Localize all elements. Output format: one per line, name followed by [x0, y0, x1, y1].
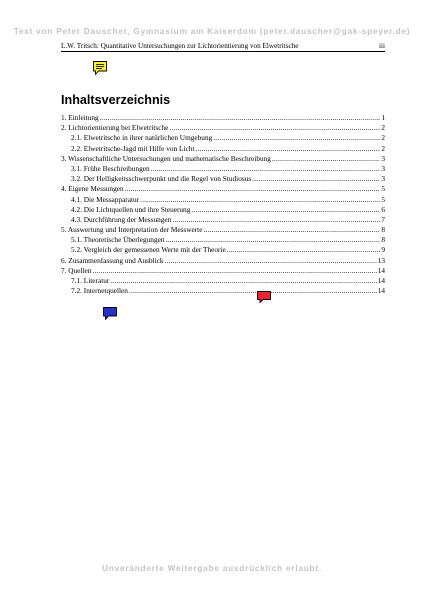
toc-entry-page: 3 [381, 174, 385, 184]
toc-entry[interactable] [61, 256, 385, 266]
toc-leader-dots [165, 235, 380, 245]
toc-leader-dots [92, 266, 376, 276]
toc-entry[interactable] [61, 133, 385, 143]
toc-leader-dots [203, 225, 380, 235]
toc-leader-dots [129, 286, 377, 296]
toc-leader-dots [172, 215, 380, 225]
header-page-number: iii [379, 42, 385, 50]
toc-entry-title: 5. Auswertung und Interpretation der Messwerte [61, 225, 203, 235]
toc-entry-page: 2 [381, 143, 385, 153]
toc-entry-page: 14 [377, 265, 385, 275]
toc-entry-title: 7. Quellen [61, 265, 92, 275]
toc-entry-title: 6. Zusammenfassung und Ausblick [61, 255, 164, 265]
blue-comment-icon[interactable] [102, 306, 118, 321]
top-watermark: Text von Peter Dauscher, Gymnasium am Kaiserdom (peter.dauscher@gak-speyer.de) [13, 26, 411, 36]
toc-entry[interactable] [61, 215, 385, 225]
toc-leader-dots [110, 276, 376, 286]
toc-entry[interactable] [61, 205, 385, 215]
toc-entry-page: 14 [377, 286, 385, 296]
toc-leader-dots [169, 123, 380, 133]
toc-leader-dots [140, 195, 380, 205]
toc-entry-page: 1 [381, 113, 385, 122]
toc-entry-title: 2.1. Elwetritsche in ihrer natürlichen Umgebung [71, 133, 213, 143]
running-header [61, 41, 385, 52]
toc-entry-title: 3.2. Der Helligkeitsschwerpunkt und die Regel von Studiosus [71, 174, 252, 184]
comment-bubble [94, 62, 107, 75]
toc-entry[interactable] [61, 154, 385, 164]
toc-entry-title: 2.2. Elwetritsche-Jagd mit Hilfe von Licht [71, 143, 195, 153]
toc-entry-title: 4. Eigene Messungen [61, 184, 124, 194]
toc-entry[interactable] [61, 184, 385, 194]
toc-entry[interactable] [61, 245, 385, 255]
toc-leader-dots [227, 245, 381, 255]
red-comment-icon[interactable] [256, 290, 272, 304]
toc-entry-page: 6 [381, 204, 385, 214]
comment-bubble [258, 292, 271, 303]
toc-entry-page: 7 [381, 214, 385, 224]
toc-entry-title: 7.2. Internetquellen [71, 286, 128, 296]
toc-leader-dots [165, 256, 377, 266]
toc-entry-title: 7.1. Literatur [71, 276, 110, 285]
toc-entry-title: 2. Lichtorientierung bei Elwetritsche [61, 123, 169, 133]
toc-entry[interactable] [61, 123, 385, 133]
toc-entry-page: 2 [381, 123, 385, 133]
toc-entry-title: 5.2. Vergleich der gemessenen Werte mit der Theorie [71, 245, 226, 255]
toc-entry-page: 5 [381, 194, 385, 204]
table-of-contents [61, 113, 385, 296]
header-title: L.W. Tritsch: Quantitative Untersuchungen zur Lichtorientierung von Elwetritsche [61, 42, 299, 50]
toc-entry-title: 4.1. Die Messapparatur [71, 194, 140, 204]
yellow-comment-icon[interactable] [92, 60, 108, 76]
toc-entry-page: 8 [381, 225, 385, 235]
toc-leader-dots [213, 133, 380, 143]
toc-entry-title: 4.3. Durchführung der Messungen [71, 214, 172, 224]
toc-entry[interactable] [61, 113, 385, 123]
toc-leader-dots [191, 205, 380, 215]
toc-entry-title: 3. Wissenschaftliche Untersuchungen und mathematische Beschreibung [61, 153, 271, 163]
toc-entry-page: 8 [381, 235, 385, 245]
toc-entry-page: 2 [381, 133, 385, 143]
toc-entry-page: 3 [381, 163, 385, 173]
toc-entry-page: 5 [381, 184, 385, 194]
toc-leader-dots [100, 113, 381, 123]
toc-entry-page: 9 [381, 245, 385, 255]
toc-entry-page: 13 [377, 255, 385, 265]
toc-entry[interactable] [61, 286, 385, 296]
toc-leader-dots [195, 144, 380, 154]
toc-entry-page: 3 [381, 153, 385, 163]
toc-entry[interactable] [61, 266, 385, 276]
toc-leader-dots [125, 184, 381, 194]
toc-entry[interactable] [61, 276, 385, 286]
toc-entry[interactable] [61, 174, 385, 184]
bottom-watermark: Unveränderte Weitergabe ausdrücklich erlaubt. [102, 563, 322, 573]
toc-entry[interactable] [61, 195, 385, 205]
toc-leader-dots [272, 154, 380, 164]
toc-entry-title: 3.1. Frühe Beschreibungen [71, 163, 150, 173]
toc-entry[interactable] [61, 144, 385, 154]
toc-entry[interactable] [61, 225, 385, 235]
toc-entry[interactable] [61, 164, 385, 174]
toc-leader-dots [252, 174, 380, 184]
toc-entry-title: 5.1. Theoretische Überlegungen [71, 235, 165, 245]
toc-entry-page: 14 [377, 276, 385, 285]
toc-leader-dots [151, 164, 381, 174]
toc-entry-title: 4.2. Die Lichtquellen und ihre Steuerung [71, 204, 191, 214]
toc-entry-title: 1. Einleitung [61, 113, 99, 122]
toc-heading: Inhaltsverzeichnis [61, 93, 171, 107]
toc-entry[interactable] [61, 235, 385, 245]
comment-bubble [104, 308, 117, 320]
